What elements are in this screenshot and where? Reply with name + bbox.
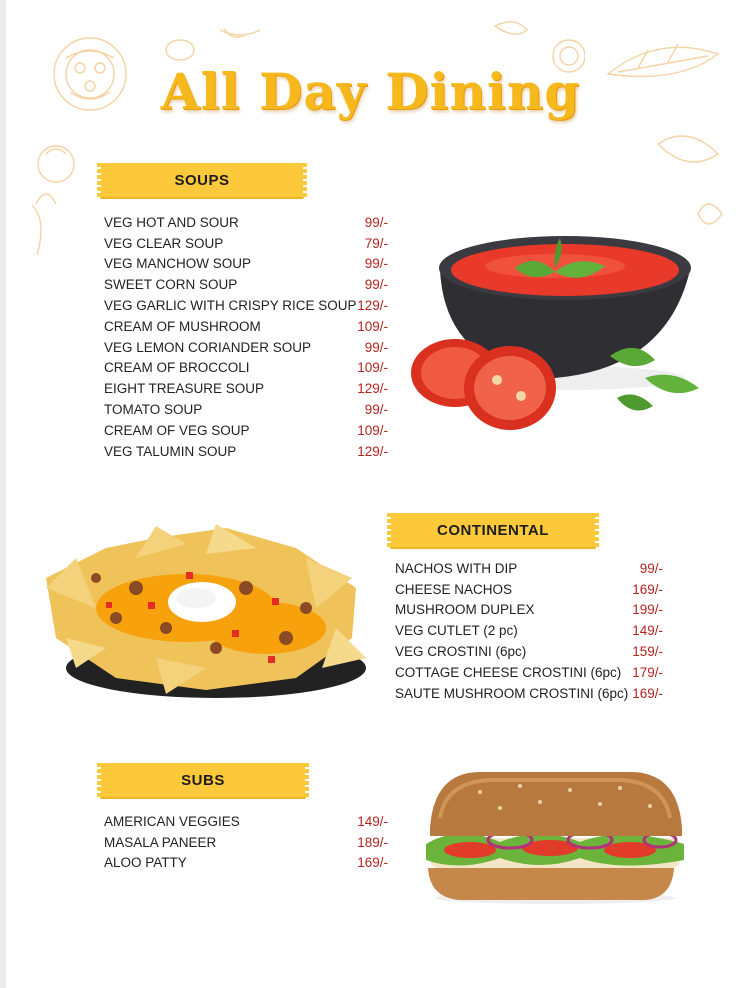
menu-item-price: 99/-: [364, 402, 388, 418]
menu-item-price: 199/-: [632, 602, 663, 618]
page-edge: [0, 0, 6, 988]
menu-item-name: VEG CUTLET (2 pc): [395, 623, 518, 639]
herb-sketch-icon: [598, 14, 728, 254]
menu-item-price: 169/-: [357, 855, 388, 871]
subs-heading: SUBS: [100, 763, 306, 797]
menu-item-price: 99/-: [639, 560, 663, 576]
menu-item-price: 189/-: [357, 834, 388, 850]
menu-item-name: AMERICAN VEGGIES: [104, 813, 240, 829]
menu-item: [395, 641, 663, 662]
menu-item-price: 99/-: [364, 277, 388, 293]
menu-item: [104, 378, 388, 399]
menu-item-name: VEG TALUMIN SOUP: [104, 443, 237, 459]
menu-item-price: 149/-: [357, 813, 388, 829]
menu-item: [395, 600, 663, 621]
menu-item-price: 129/-: [357, 443, 388, 459]
menu-item-price: 99/-: [364, 339, 388, 355]
menu-item: [104, 316, 388, 337]
nachos-plate-image: [36, 518, 372, 708]
menu-item-name: VEG CLEAR SOUP: [104, 235, 224, 251]
menu-item: [104, 337, 388, 358]
subs-list: [104, 811, 388, 873]
menu-item-name: VEG CROSTINI (6pc): [395, 644, 527, 660]
menu-item-price: 109/-: [357, 318, 388, 334]
menu-item-name: TOMATO SOUP: [104, 402, 203, 418]
menu-item: [104, 399, 388, 420]
menu-item-price: 179/-: [632, 664, 663, 680]
menu-item-name: CREAM OF MUSHROOM: [104, 318, 261, 334]
menu-item-name: VEG HOT AND SOUR: [104, 214, 239, 230]
menu-item-price: 109/-: [357, 360, 388, 376]
menu-item: [104, 832, 388, 853]
menu-item: [104, 274, 388, 295]
menu-item-price: 129/-: [357, 381, 388, 397]
menu-item: [395, 683, 663, 704]
soups-list: [104, 212, 388, 462]
menu-item-price: 79/-: [364, 235, 388, 251]
menu-item-price: 169/-: [632, 685, 663, 701]
menu-item-name: NACHOS WITH DIP: [395, 560, 518, 576]
menu-item: [395, 558, 663, 579]
menu-item-name: SAUTE MUSHROOM CROSTINI (6pc): [395, 685, 629, 701]
menu-item: [104, 254, 388, 275]
menu-item-name: EIGHT TREASURE SOUP: [104, 381, 265, 397]
menu-item-price: 149/-: [632, 623, 663, 639]
menu-item: [395, 620, 663, 641]
menu-item-name: MASALA PANEER: [104, 834, 217, 850]
menu-item-price: 169/-: [632, 581, 663, 597]
menu-item: [395, 579, 663, 600]
menu-item-name: SWEET CORN SOUP: [104, 277, 238, 293]
menu-item-name: VEG GARLIC WITH CRISPY RICE SOUP: [104, 298, 357, 314]
menu-item: [104, 811, 388, 832]
menu-item: [104, 420, 388, 441]
menu-item-name: MUSHROOM DUPLEX: [395, 602, 535, 618]
menu-item-price: 99/-: [364, 256, 388, 272]
menu-item-name: ALOO PATTY: [104, 855, 187, 871]
menu-item: [104, 212, 388, 233]
pepper-sketch-icon: [22, 200, 52, 260]
continental-heading: CONTINENTAL: [390, 513, 596, 547]
menu-item-price: 109/-: [357, 422, 388, 438]
menu-item: [104, 853, 388, 874]
menu-item-name: CREAM OF BROCCOLI: [104, 360, 250, 376]
menu-item: [104, 233, 388, 254]
menu-item-name: VEG LEMON CORIANDER SOUP: [104, 339, 312, 355]
menu-item-name: VEG MANCHOW SOUP: [104, 256, 252, 272]
sub-sandwich-image: [420, 768, 690, 906]
menu-item-name: CHEESE NACHOS: [395, 581, 513, 597]
continental-list: [395, 558, 663, 704]
menu-item: [104, 295, 388, 316]
menu-item: [104, 441, 388, 462]
menu-item-name: COTTAGE CHEESE CROSTINI (6pc): [395, 664, 622, 680]
soup-bowl-image: [405, 228, 705, 434]
soups-heading: SOUPS: [100, 163, 304, 197]
menu-item-price: 129/-: [357, 298, 388, 314]
menu-item: [104, 358, 388, 379]
menu-item-price: 159/-: [632, 644, 663, 660]
menu-item-name: CREAM OF VEG SOUP: [104, 422, 250, 438]
menu-item: [395, 662, 663, 683]
menu-item-price: 99/-: [364, 214, 388, 230]
page-title: All Day Dining: [160, 62, 581, 121]
